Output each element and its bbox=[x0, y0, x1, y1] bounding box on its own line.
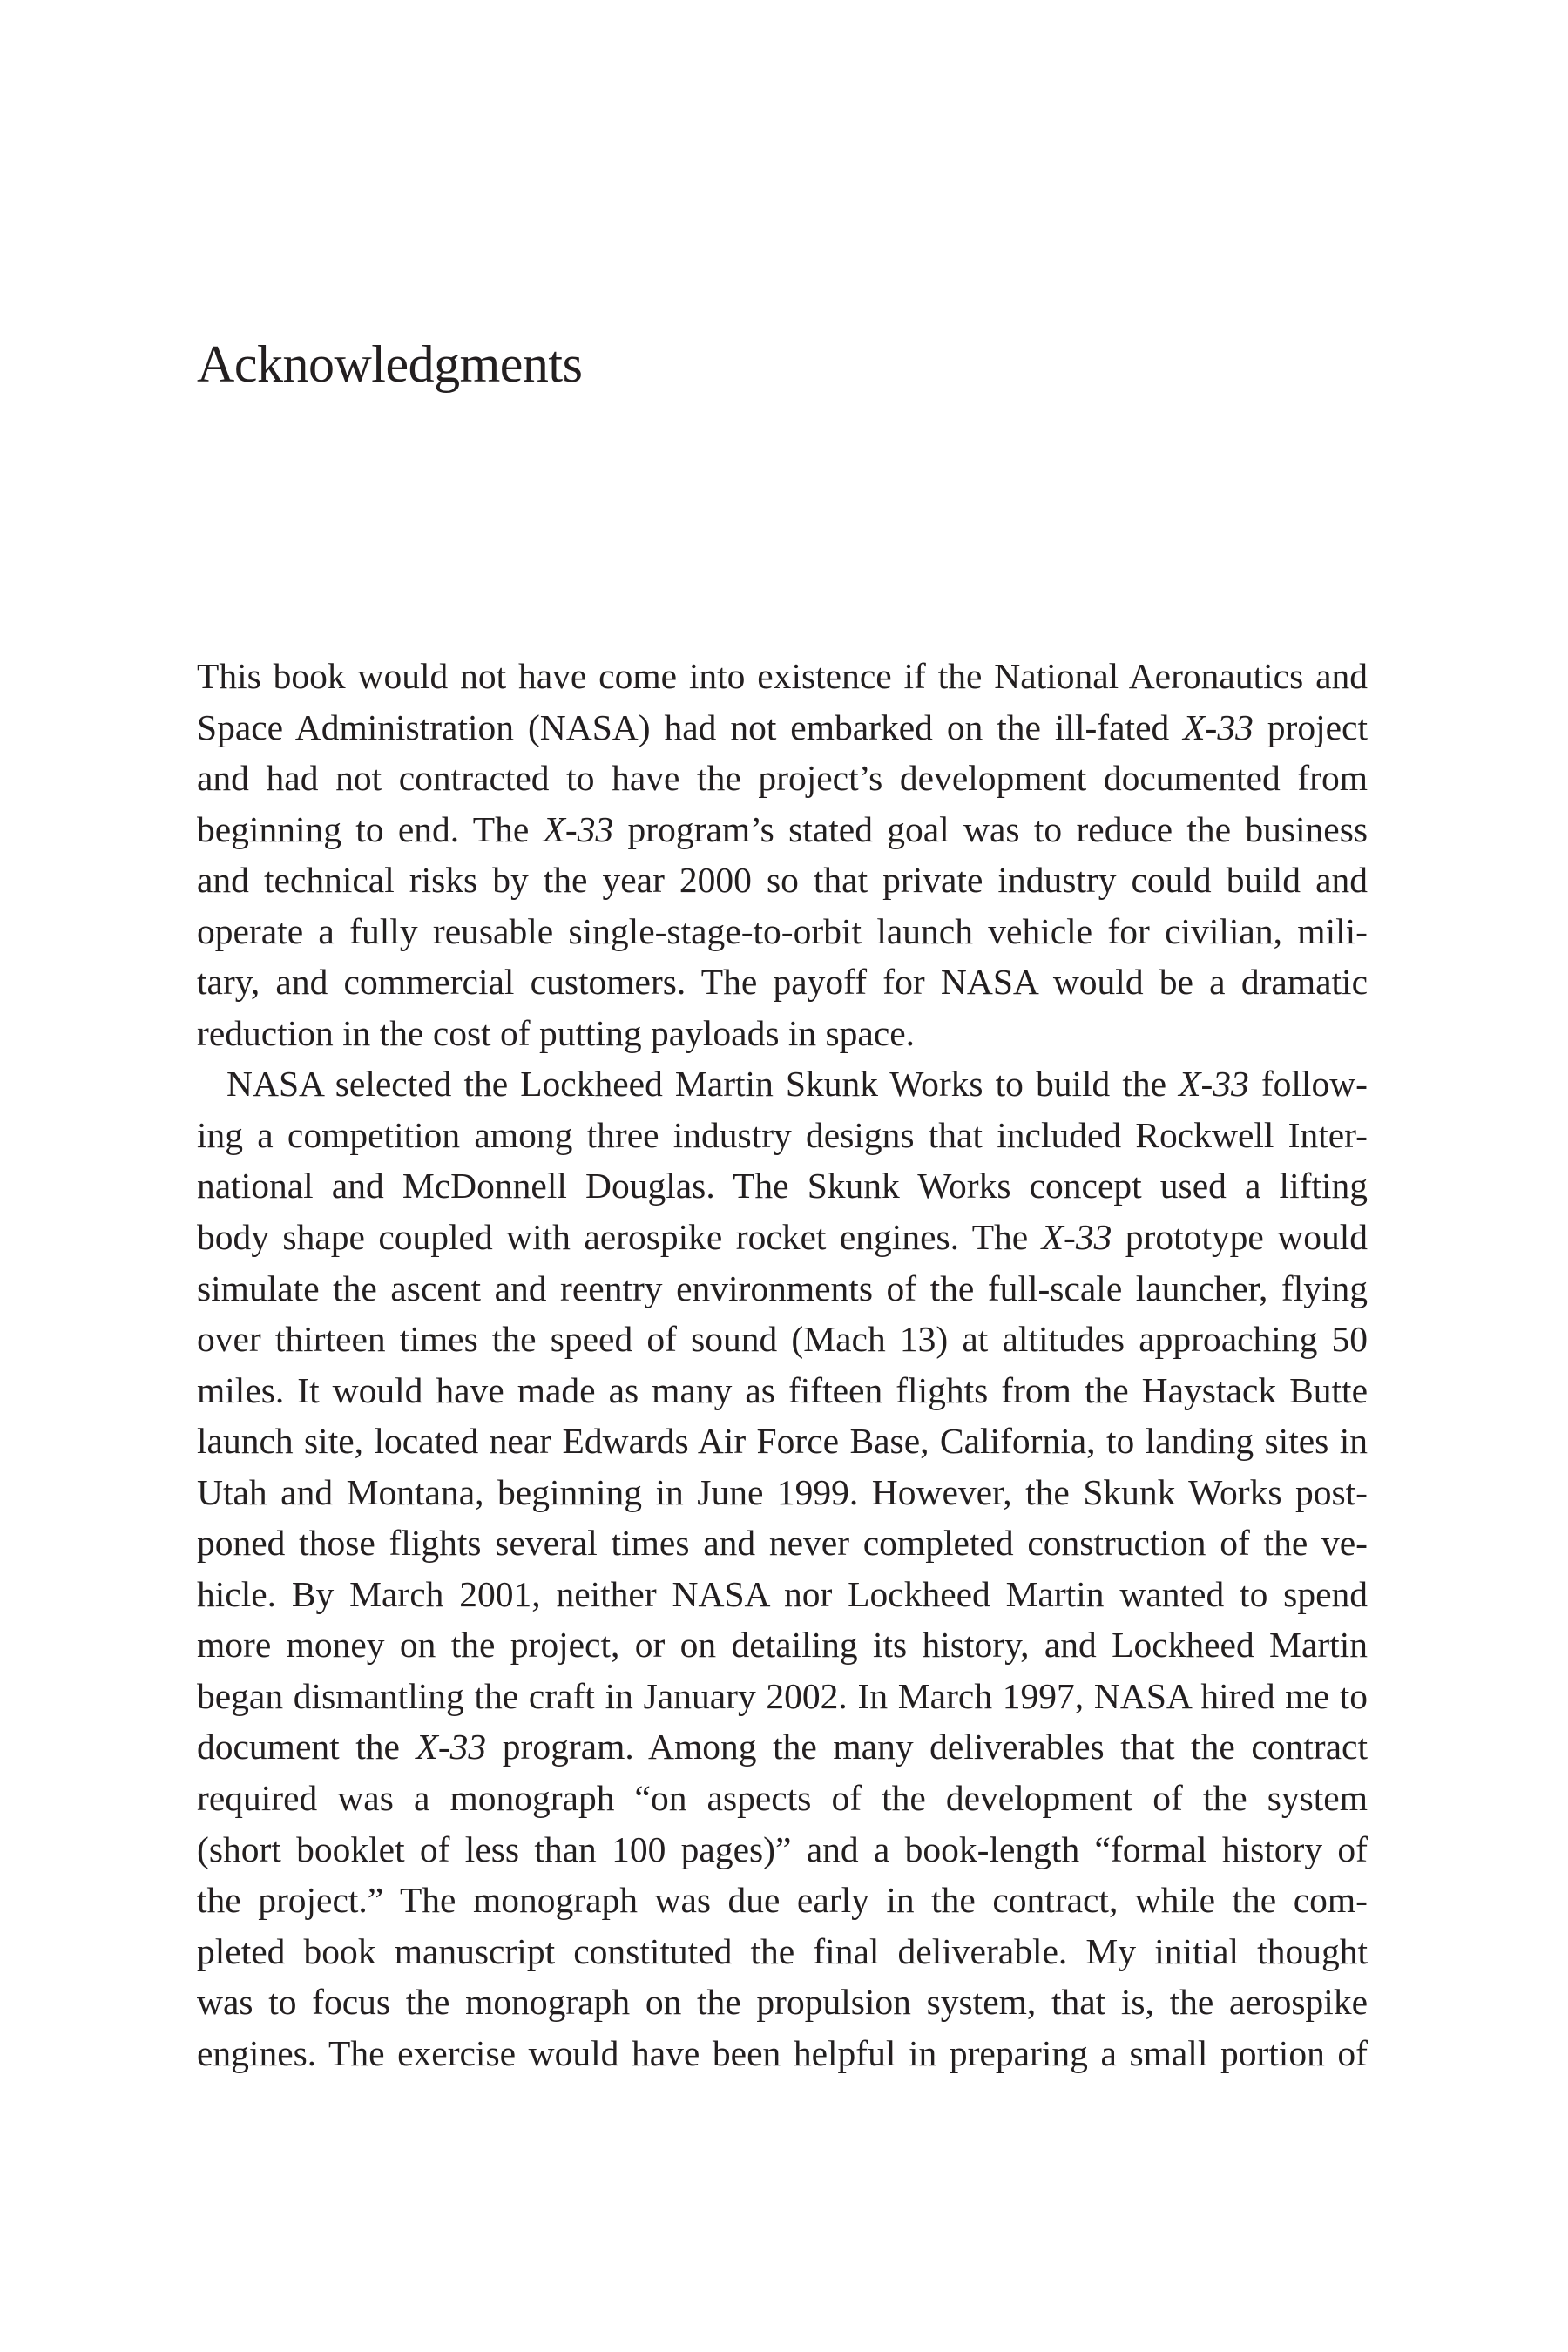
text-line bbox=[197, 804, 1368, 855]
chapter-title: Acknowledgments bbox=[197, 335, 583, 393]
text-line bbox=[197, 1671, 1368, 1722]
text-line bbox=[197, 702, 1368, 754]
text-line bbox=[197, 1416, 1368, 1467]
text-line bbox=[197, 1008, 1368, 1059]
text-segment: operate a fully reusable single-stage-to-orbit launch vehicle for civilian, mili- bbox=[197, 910, 1368, 951]
text-line bbox=[197, 1160, 1368, 1212]
text-segment: hicle. By March 2001, neither NASA nor Lockheed Martin wanted to spend bbox=[197, 1573, 1368, 1614]
text-segment: document the bbox=[197, 1727, 416, 1767]
text-line bbox=[197, 1773, 1368, 1824]
text-segment: ing a competition among three industry designs that included Rockwell Inter- bbox=[197, 1114, 1368, 1155]
text-segment: and technical risks by the year 2000 so that private industry could build and bbox=[197, 860, 1368, 901]
body-text bbox=[197, 651, 1368, 2078]
text-line bbox=[197, 1926, 1368, 1977]
text-line bbox=[197, 1110, 1368, 1161]
text-segment: more money on the project, or on detailing its history, and Lockheed Martin bbox=[197, 1625, 1368, 1666]
text-line bbox=[197, 855, 1368, 906]
text-segment: pleted book manuscript constituted the final deliverable. My initial thought bbox=[197, 1930, 1368, 1971]
text-segment: follow- bbox=[1248, 1064, 1368, 1105]
text-line bbox=[197, 1263, 1368, 1315]
text-line bbox=[197, 1365, 1368, 1416]
text-line bbox=[197, 1721, 1368, 1773]
text-line bbox=[197, 1314, 1368, 1365]
text-segment: poned those flights several times and never completed construction of the ve- bbox=[197, 1523, 1368, 1564]
paragraph bbox=[197, 1058, 1368, 2078]
text-segment: Space Administration (NASA) had not embarked on the ill-fated bbox=[197, 706, 1184, 747]
text-segment: project bbox=[1253, 706, 1368, 747]
text-segment: was to focus the monograph on the propulsion system, that is, the aerospike bbox=[197, 1982, 1368, 2023]
text-segment: This book would not have come into existence if the National Aeronautics and bbox=[197, 656, 1368, 696]
text-segment: miles. It would have made as many as fifteen flights from the Haystack Butte bbox=[197, 1369, 1368, 1410]
text-segment: launch site, located near Edwards Air Force Base, California, to landing sites in bbox=[197, 1421, 1368, 1462]
italic-text: X-33 bbox=[1183, 706, 1254, 747]
text-line bbox=[197, 1875, 1368, 1926]
text-line bbox=[197, 1619, 1368, 1671]
text-line bbox=[197, 1569, 1368, 1620]
text-line bbox=[197, 1824, 1368, 1876]
italic-text: X-33 bbox=[1179, 1064, 1249, 1105]
text-segment: program’s stated goal was to reduce the business bbox=[613, 808, 1368, 849]
text-segment: national and McDonnell Douglas. The Skunk Works concept used a lifting bbox=[197, 1166, 1368, 1206]
italic-text: X-33 bbox=[416, 1727, 487, 1767]
text-line bbox=[197, 1212, 1368, 1263]
text-segment: simulate the ascent and reentry environments of the full-scale launcher, flying bbox=[197, 1267, 1368, 1308]
text-line bbox=[197, 956, 1368, 1008]
text-segment: NASA selected the Lockheed Martin Skunk Works to build the bbox=[226, 1064, 1179, 1105]
text-line bbox=[197, 1058, 1368, 1110]
text-segment: over thirteen times the speed of sound (Mach 13) at altitudes approaching 50 bbox=[197, 1319, 1368, 1360]
text-segment: body shape coupled with aerospike rocket engines. The bbox=[197, 1217, 1042, 1258]
text-line bbox=[197, 906, 1368, 957]
text-segment: engines. The exercise would have been helpful in preparing a small portion of bbox=[197, 2032, 1368, 2073]
text-line bbox=[197, 1467, 1368, 1518]
paragraph bbox=[197, 651, 1368, 1058]
text-line bbox=[197, 753, 1368, 804]
text-line bbox=[197, 1517, 1368, 1569]
text-segment: and had not contracted to have the project’s development documented from bbox=[197, 758, 1368, 799]
text-line bbox=[197, 1977, 1368, 2028]
text-segment: program. Among the many deliverables that the contract bbox=[486, 1727, 1368, 1767]
italic-text: X-33 bbox=[1041, 1217, 1112, 1258]
text-segment: (short booklet of less than 100 pages)” and a book-length “formal history of bbox=[197, 1828, 1368, 1869]
text-segment: reduction in the cost of putting payloads in space. bbox=[197, 1012, 916, 1053]
text-segment: began dismantling the craft in January 2002. In March 1997, NASA hired me to bbox=[197, 1675, 1368, 1716]
text-segment: beginning to end. The bbox=[197, 808, 544, 849]
text-segment: the project.” The monograph was due early in the contract, while the com- bbox=[197, 1880, 1368, 1921]
italic-text: X-33 bbox=[543, 808, 614, 849]
text-segment: required was a monograph “on aspects of the development of the system bbox=[197, 1778, 1368, 1819]
text-line bbox=[197, 2028, 1368, 2079]
text-segment: tary, and commercial customers. The payoff for NASA would be a dramatic bbox=[197, 962, 1368, 1003]
text-segment: prototype would bbox=[1112, 1217, 1368, 1258]
text-segment: Utah and Montana, beginning in June 1999. However, the Skunk Works post- bbox=[197, 1471, 1368, 1512]
text-line bbox=[197, 651, 1368, 702]
